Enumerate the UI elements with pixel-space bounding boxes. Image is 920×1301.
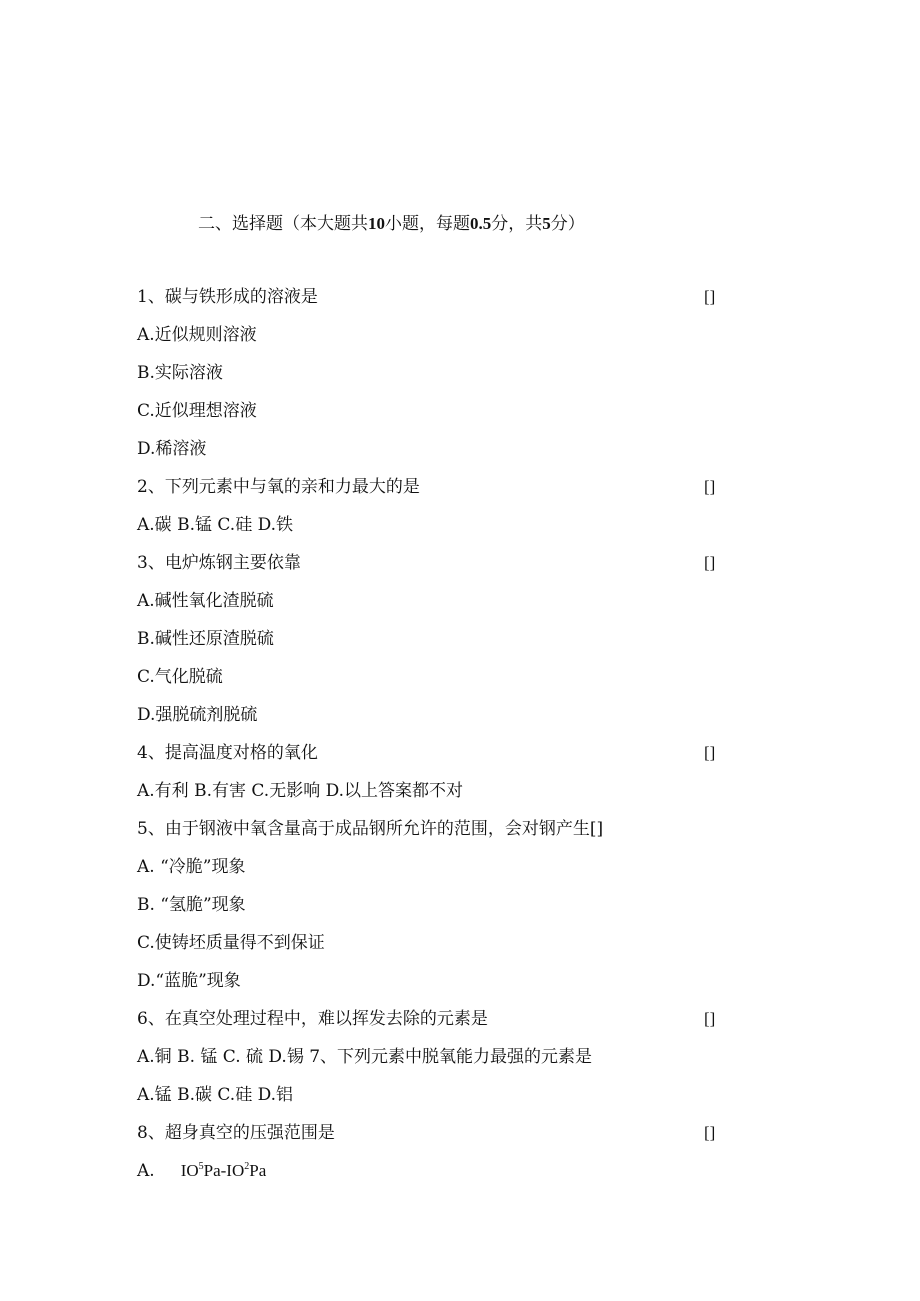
question-5-option-a: A. “冷脆”现象 xyxy=(137,857,246,877)
pressure-middle: Pa-IO xyxy=(203,1161,245,1180)
points-total: 5 xyxy=(542,214,551,233)
answer-bracket-6: [] xyxy=(704,1009,716,1028)
question-2: 2、下列元素中与氧的亲和力最大的是 xyxy=(137,477,420,497)
answer-bracket-1: [] xyxy=(704,287,716,306)
question-6: 6、在真空处理过程中，难以挥发去除的元素是 xyxy=(137,1009,488,1029)
question-4-options: A.有利 B.有害 C.无影响 D.以上答案都不对 xyxy=(137,781,464,801)
question-5-option-d: D.“蓝脆”现象 xyxy=(137,971,241,991)
option-a-label: A. xyxy=(137,1161,155,1181)
question-1-option-c: C.近似理想溶液 xyxy=(137,401,257,421)
question-5: 5、由于钢液中氧含量高于成品钢所允许的范围，会对钢产生[] xyxy=(137,819,604,839)
question-2-options: A.碳 B.锰 C.硅 D.铁 xyxy=(137,515,294,535)
question-5-option-c: C.使铸坯质量得不到保证 xyxy=(137,933,325,953)
pressure-exponent-1: 5 xyxy=(198,1161,204,1172)
section-title-mid1: 小题，每题 xyxy=(385,214,470,234)
answer-bracket-2: [] xyxy=(704,477,716,496)
answer-bracket-8: [] xyxy=(704,1123,716,1142)
question-1-option-b: B.实际溶液 xyxy=(137,363,223,383)
question-3-option-c: C.气化脱硫 xyxy=(137,667,223,687)
section-title-suffix: 分） xyxy=(550,214,585,234)
question-1-option-d: D.稀溶液 xyxy=(137,439,207,459)
question-3: 3、电炉炼钢主要依靠 xyxy=(137,553,301,573)
section-title-prefix: 二、选择题（本大题共 xyxy=(198,214,368,234)
question-4: 4、提高温度对格的氧化 xyxy=(137,743,318,763)
question-6-options-and-question-7: A.铜 B. 锰 C. 硫 D.锡 7、下列元素中脱氧能力最强的元素是 xyxy=(137,1047,593,1067)
pressure-base-1: IO xyxy=(180,1161,199,1180)
pressure-unit: Pa xyxy=(249,1161,267,1180)
pressure-exponent-2: 2 xyxy=(244,1161,250,1172)
section-title xyxy=(198,212,585,236)
answer-bracket-3: [] xyxy=(704,553,716,572)
question-3-option-a: A.碱性氧化渣脱硫 xyxy=(137,591,274,611)
question-3-option-b: B.碱性还原渣脱硫 xyxy=(137,629,274,649)
question-1-option-a: A.近似规则溶液 xyxy=(137,325,257,345)
section-title-mid2: 分，共 xyxy=(491,214,543,234)
question-1: 1、碳与铁形成的溶液是 xyxy=(137,287,318,307)
answer-bracket-4: [] xyxy=(704,743,716,762)
points-each: 0.5 xyxy=(470,214,492,233)
question-5-option-b: B. “氢脆”现象 xyxy=(137,895,246,915)
option-a-pressure xyxy=(181,1161,267,1180)
question-8: 8、超身真空的压强范围是 xyxy=(137,1123,335,1143)
question-3-option-d: D.强脱硫剂脱硫 xyxy=(137,705,258,725)
question-8-option-a xyxy=(137,1159,266,1183)
question-count: 10 xyxy=(368,214,385,233)
question-7-options: A.锰 B.碳 C.硅 D.铝 xyxy=(137,1085,294,1105)
